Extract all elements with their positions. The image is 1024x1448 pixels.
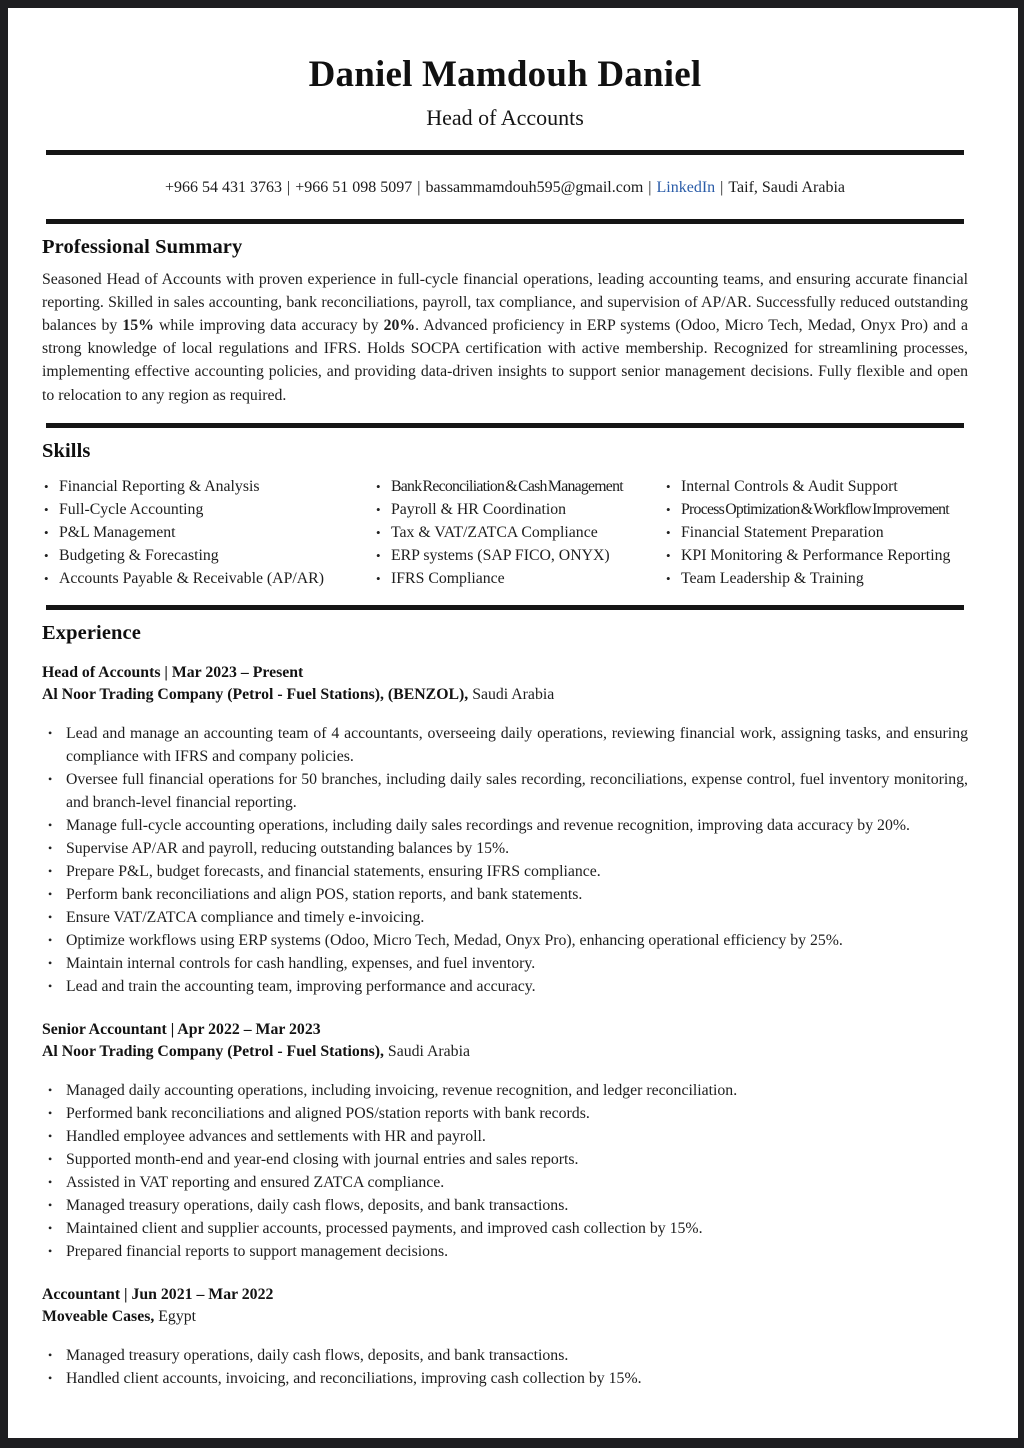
summary-highlight: 20%	[383, 316, 416, 334]
skill-item: • Financial Statement Preparation	[664, 521, 968, 544]
job-company-line	[42, 684, 968, 707]
skill-item: • ERP systems (SAP FICO, ONYX)	[374, 544, 664, 567]
skills-column-3	[664, 475, 968, 590]
skills-column-2	[374, 475, 664, 590]
contact-item: +966 51 098 5097	[295, 178, 413, 196]
job-bullet: • Manage full-cycle accounting operations, including daily sales recordings and revenue recognition, improving data accuracy by 20%.	[47, 814, 968, 837]
job-company-name: Moveable Cases,	[42, 1308, 155, 1326]
contact-separator: |	[287, 178, 291, 196]
skills-grid	[42, 475, 968, 590]
job-bullet-list	[42, 1079, 968, 1263]
job-bullet: • Managed treasury operations, daily cash flows, deposits, and bank transactions.	[47, 1194, 968, 1217]
skill-item: • KPI Monitoring & Performance Reporting	[664, 544, 968, 567]
job-company-name: Al Noor Trading Company (Petrol - Fuel Stations),	[42, 1043, 384, 1061]
job-bullet: • Managed treasury operations, daily cash flows, deposits, and bank transactions.	[47, 1344, 968, 1367]
job-bullet: • Prepared financial reports to support management decisions.	[47, 1240, 968, 1263]
resume-page	[8, 8, 1018, 1438]
job-company-location: Saudi Arabia	[383, 1043, 470, 1061]
job-title-line: Head of Accounts | Mar 2023 – Present	[42, 663, 304, 681]
skill-item: • Full-Cycle Accounting	[42, 498, 374, 521]
job-bullet: • Supported month-end and year-end closing with journal entries and sales reports.	[47, 1148, 968, 1171]
job-company-location: Egypt	[154, 1308, 197, 1326]
section-heading-skills: Skills	[42, 439, 91, 462]
contact-line	[42, 179, 968, 197]
job-bullet: • Supervise AP/AR and payroll, reducing outstanding balances by 15%.	[47, 837, 968, 860]
skill-item: • Financial Reporting & Analysis	[42, 475, 374, 498]
skill-item: • Payroll & HR Coordination	[374, 498, 664, 521]
skill-item: • Internal Controls & Audit Support	[664, 475, 968, 498]
skill-item: • Team Leadership & Training	[664, 567, 968, 590]
summary-text: Seasoned Head of Accounts with proven experience in full-cycle financial operations, leading accounting teams, and ensuring accurate financial reporting. Skilled in sales accounting, bank reconciliations, payroll, tax compliance, and supervision of AP/AR. Successfully reduced outstanding balances by	[42, 270, 968, 334]
job-title-line: Accountant | Jun 2021 – Mar 2022	[42, 1285, 274, 1303]
contact-item: Taif, Saudi Arabia	[728, 178, 845, 196]
skill-item: • Tax & VAT/ZATCA Compliance	[374, 521, 664, 544]
job-bullet: • Lead and train the accounting team, improving performance and accuracy.	[47, 975, 968, 998]
skill-item: • Budgeting & Forecasting	[42, 544, 374, 567]
skills-column-1	[42, 475, 374, 590]
skill-item: • P&L Management	[42, 521, 374, 544]
job-entry	[42, 1019, 968, 1263]
job-bullet: • Prepare P&L, budget forecasts, and financial statements, ensuring IFRS compliance.	[47, 860, 968, 883]
contact-separator: |	[720, 178, 724, 196]
job-entry	[42, 1284, 968, 1390]
job-bullet: • Handled client accounts, invoicing, and reconciliations, improving cash collection by 15%.	[47, 1367, 968, 1390]
section-heading-experience: Experience	[42, 621, 141, 644]
job-bullet: • Assisted in VAT reporting and ensured ZATCA compliance.	[47, 1171, 968, 1194]
job-bullet: • Ensure VAT/ZATCA compliance and timely e-invoicing.	[47, 906, 968, 929]
job-company-location: Saudi Arabia	[468, 686, 555, 704]
summary-text: while improving data accuracy by	[153, 316, 384, 334]
contact-item: +966 54 431 3763	[165, 178, 283, 196]
job-entry	[42, 662, 968, 998]
job-company-line	[42, 1306, 968, 1329]
section-heading-summary: Professional Summary	[42, 235, 243, 258]
job-bullet: • Perform bank reconciliations and align POS, station reports, and bank statements.	[47, 883, 968, 906]
job-company-line	[42, 1041, 968, 1064]
job-bullet: • Maintained client and supplier accounts, processed payments, and improved cash collection by 15%.	[47, 1217, 968, 1240]
job-bullet-list	[42, 722, 968, 998]
job-bullet: • Managed daily accounting operations, including invoicing, revenue recognition, and ledger reconciliation.	[47, 1079, 968, 1102]
job-company-name: Al Noor Trading Company (Petrol - Fuel Stations), (BENZOL),	[42, 686, 469, 704]
linkedin-link[interactable]: LinkedIn	[656, 178, 716, 196]
skill-item: • IFRS Compliance	[374, 567, 664, 590]
job-bullet: • Maintain internal controls for cash handling, expenses, and fuel inventory.	[47, 952, 968, 975]
person-name: Daniel Mamdouh Daniel	[308, 54, 702, 95]
skill-item: • Bank Reconciliation & Cash Management	[374, 475, 664, 498]
job-bullet: • Performed bank reconciliations and aligned POS/station reports with bank records.	[47, 1102, 968, 1125]
divider	[46, 150, 964, 155]
divider	[46, 219, 964, 224]
divider	[46, 423, 964, 428]
divider	[46, 605, 964, 610]
job-bullet: • Optimize workflows using ERP systems (Odoo, Micro Tech, Medad, Onyx Pro), enhancing operational efficiency by 25%.	[47, 929, 968, 952]
skill-item: • Process Optimization & Workflow Improvement	[664, 498, 968, 521]
job-bullet: • Oversee full financial operations for 50 branches, including daily sales recording, reconciliations, expense control, fuel inventory monitoring, and branch-level financial reporting.	[47, 768, 968, 814]
skill-item: • Accounts Payable & Receivable (AP/AR)	[42, 567, 374, 590]
job-title-line: Senior Accountant | Apr 2022 – Mar 2023	[42, 1020, 321, 1038]
summary-paragraph	[42, 268, 968, 407]
contact-item: bassammamdouh595@gmail.com	[425, 178, 644, 196]
summary-highlight: 15%	[122, 316, 154, 334]
summary-text: . Advanced proficiency in ERP systems (Odoo, Micro Tech, Medad, Onyx Pro) and a strong knowledge of local regulations and IFRS. Holds SOCPA certification with active membership. Recognized for streamlining processes, implementing effective accounting policies, and providing data-driven insights to support senior management decisions. Fully flexible and open to relocation to any region as required.	[42, 316, 968, 404]
job-bullet: • Lead and manage an accounting team of 4 accountants, overseeing daily operations, reviewing financial work, assigning tasks, and ensuring compliance with IFRS and company policies.	[47, 722, 968, 768]
contact-separator: |	[417, 178, 421, 196]
contact-separator: |	[648, 178, 652, 196]
experience-list	[42, 662, 968, 1390]
job-bullet-list	[42, 1344, 968, 1390]
job-bullet: • Handled employee advances and settlements with HR and payroll.	[47, 1125, 968, 1148]
person-job-title: Head of Accounts	[426, 104, 584, 130]
